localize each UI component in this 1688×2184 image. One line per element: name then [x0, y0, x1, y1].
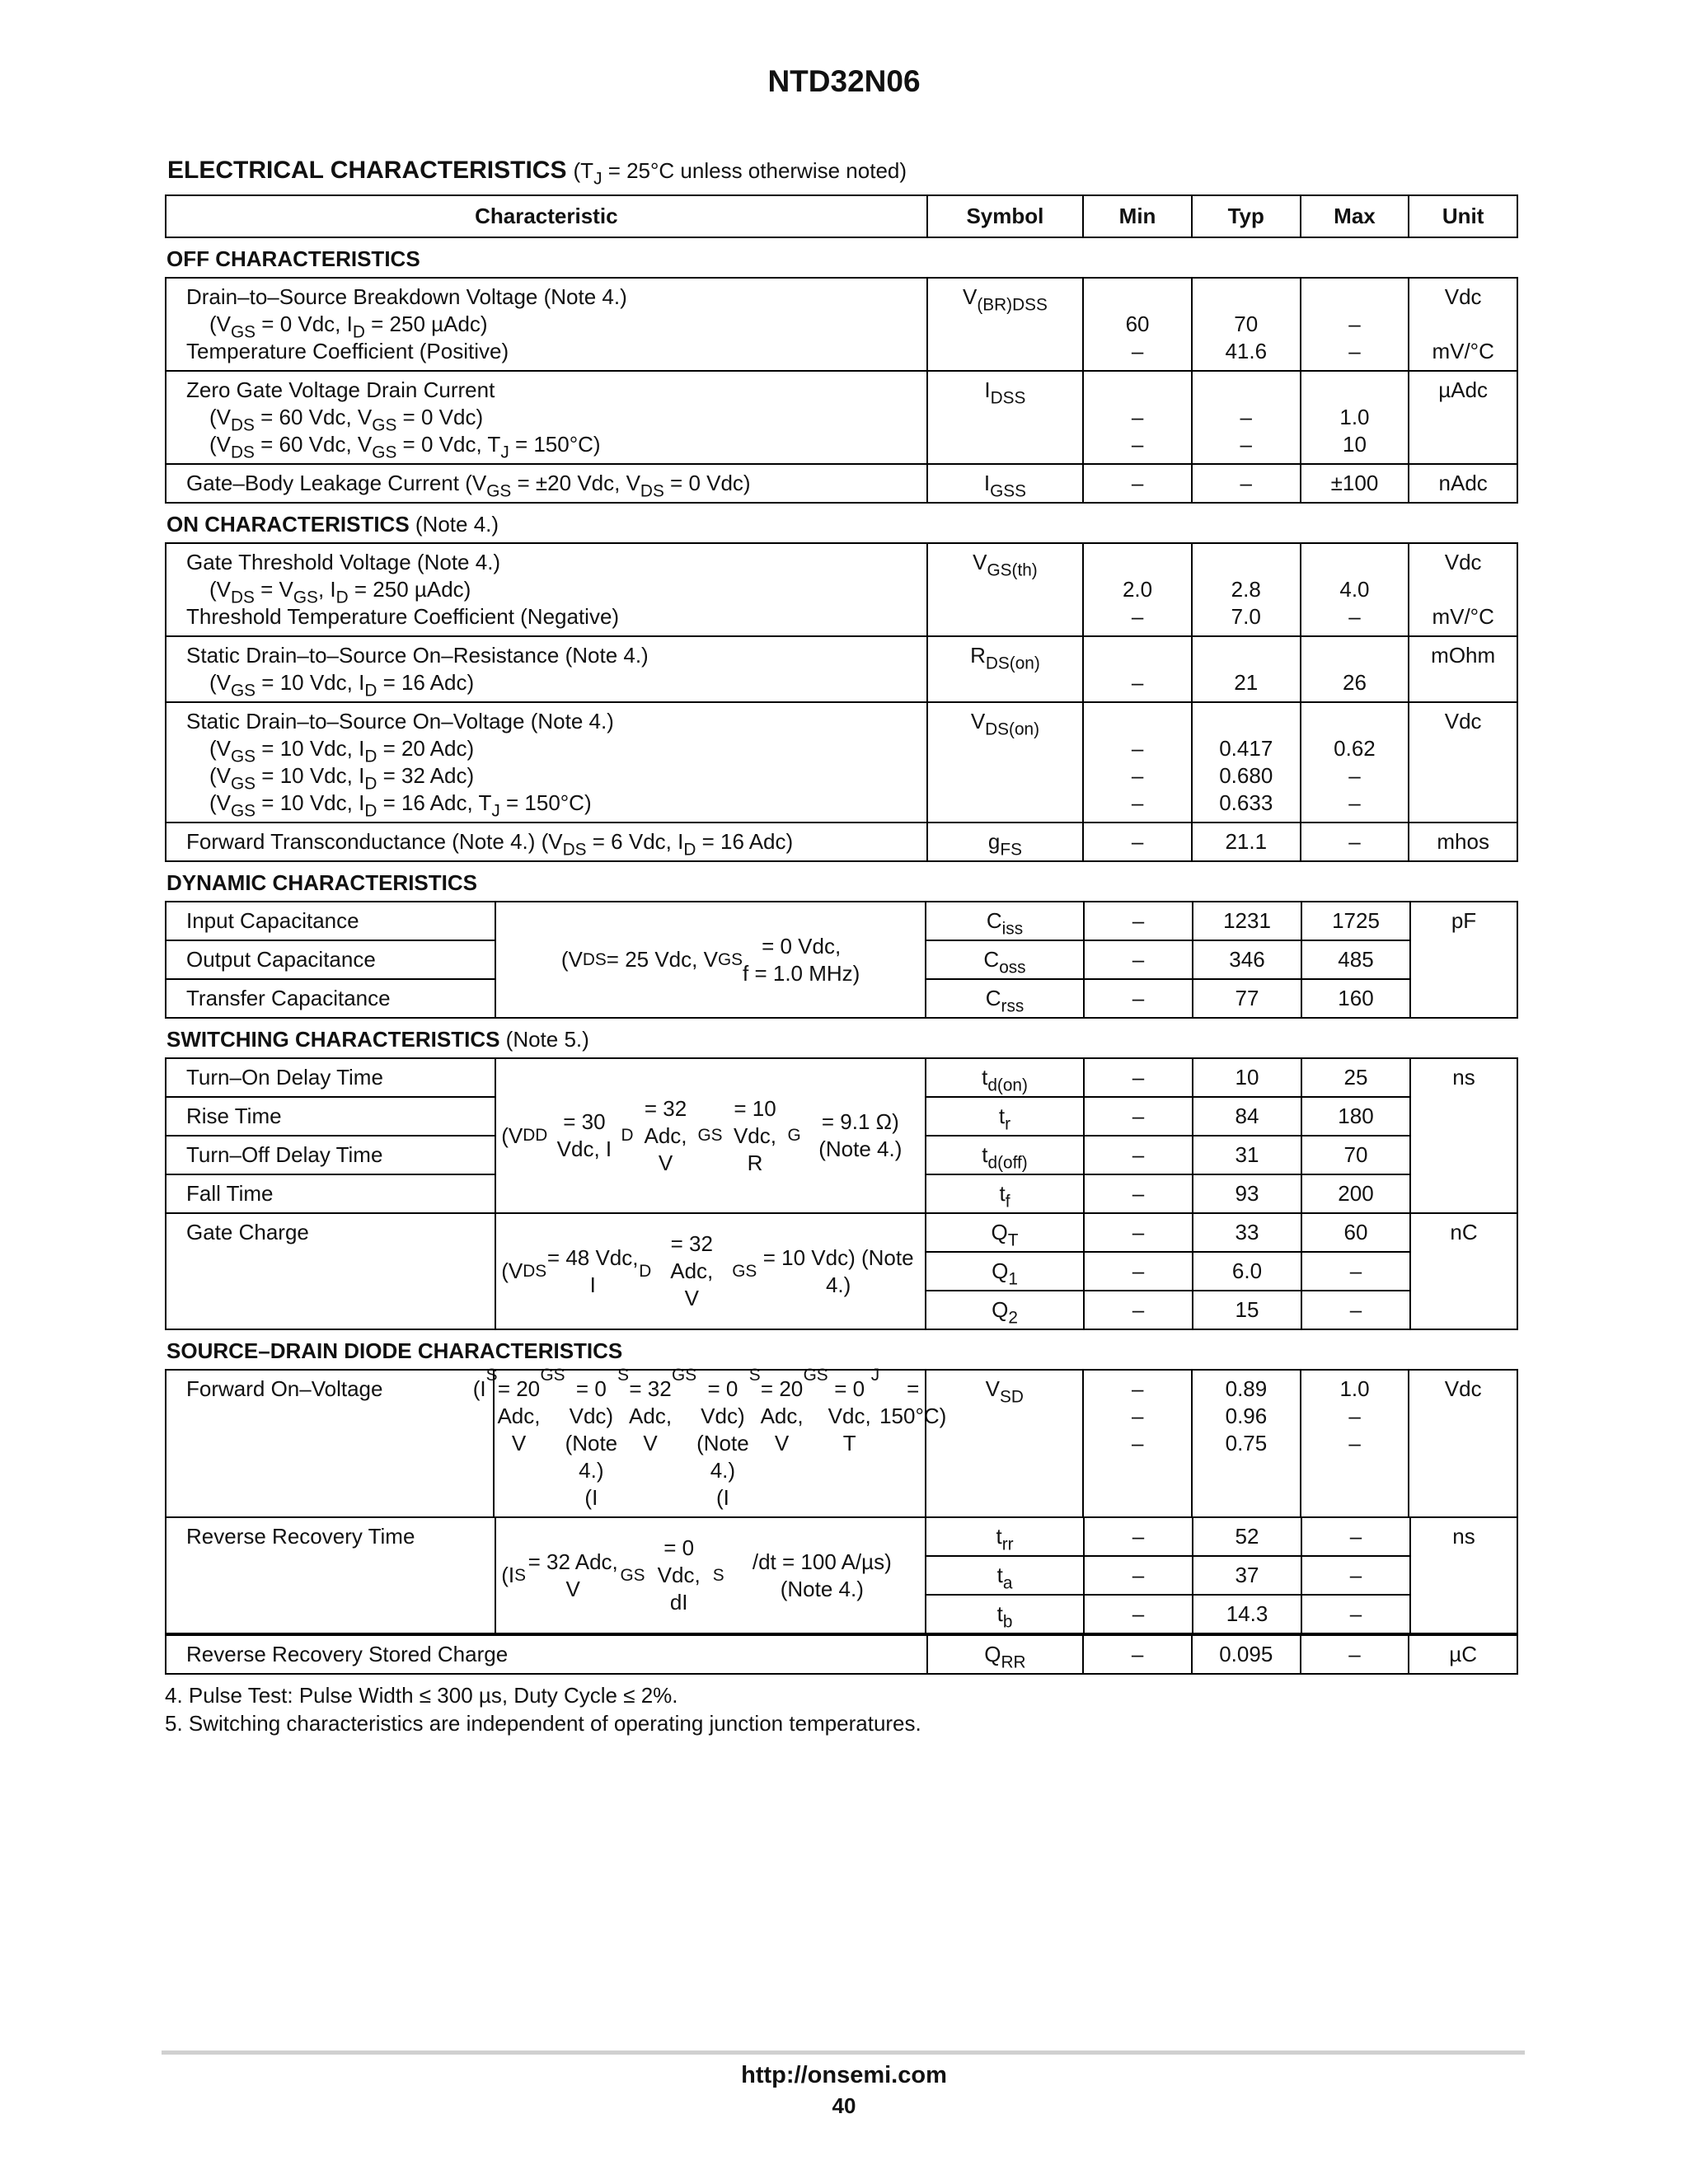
electrical-characteristics-table	[165, 194, 1518, 1675]
table-row: Forward On–Voltage (I S = 20 Adc, V GS = 0 Vdc) (Note 4.) (I S = 32 Adc, V GS = 0 Vdc) (Note 4.) (I S = 20 Adc, V GS = 0 Vdc, T J = 150°C) $V_{SD}$ – – – 0.89 0.96 0.75 1.0 – – Vdc	[165, 1369, 1518, 1518]
header-max: Max	[1300, 196, 1409, 237]
table-header	[165, 194, 1518, 238]
group-on-title: ON CHARACTERISTICS (Note 4.)	[166, 512, 499, 537]
test-condition: (I S = 20 Adc, V GS = 0 Vdc) (Note 4.) (I S = 32 Adc, V GS = 0 Vdc) (Note 4.) (I S = 20 Adc, V GS = 0 Vdc, T J = 150°C)	[493, 1371, 925, 1516]
test-condition: (V DS = 48 Vdc, I D = 32 Adc, V GS = 10 Vdc) (Note 4.)	[495, 1214, 925, 1329]
footer-divider	[162, 2050, 1525, 2055]
group-dynamic-title: DYNAMIC CHARACTERISTICS	[166, 870, 477, 895]
table-row-group: Input Capacitance Output Capacitance Transfer Capacitance (V DS = 25 Vdc, V GS = 0 Vdc, f = 1.0 MHz) $C_{iss}$ – 1231 1725 $C_{oss}$ – 346 485 $C_{rss}$ – 77 160 pF	[165, 901, 1518, 1019]
test-condition: (V DS = 25 Vdc, V GS = 0 Vdc, f = 1.0 MHz)	[495, 902, 925, 1017]
footer-url[interactable]: http://onsemi.com	[741, 2062, 947, 2088]
page-number: 40	[832, 2093, 856, 2118]
group-source-drain-title: SOURCE–DRAIN DIODE CHARACTERISTICS	[166, 1338, 623, 1363]
table-row: Gate Threshold Voltage (Note 4.) ($V_{DS} = V_{GS}$, $I_D = 250$ µAdc) Threshold Temperature Coefficient (Negative) $V_{GS(th)}$ 2.0 – 2.8 7.0 4.0 – Vdc mV/°C	[165, 542, 1518, 637]
header-unit: Unit	[1408, 196, 1517, 237]
table-row: Zero Gate Voltage Drain Current ($V_{DS} = 60$ Vdc, $V_{GS} = 0$ Vdc) ($V_{DS} = 60$ Vdc, $V_{GS} = 0$ Vdc, $T_J = 150^\circ C$) $I_{DSS}$ – – – – 1.0 10 µAdc	[165, 372, 1518, 465]
table-row-group: Reverse Recovery Time (I S = 32 Adc, V GS = 0 Vdc, dI S /dt = 100 A/µs) (Note 4.) $t_{rr}$ – 52 – $t_a$ – 37 – $t_b$ – 14.3 – ns	[165, 1518, 1518, 1634]
footnotes	[165, 1681, 921, 1737]
test-condition: (V DD = 30 Vdc, I D = 32 Adc, V GS = 10 Vdc, R G = 9.1 Ω) (Note 4.)	[495, 1059, 925, 1212]
header-symbol: Symbol	[926, 196, 1083, 237]
table-row: Static Drain–to–Source On–Resistance (Note 4.) ($V_{GS} = 10$ Vdc, $I_D = 16$ Adc) $R_{DS(on)}$ – 21 26 mOhm	[165, 637, 1518, 703]
table-row-group: Gate Charge (V DS = 48 Vdc, I D = 32 Adc, V GS = 10 Vdc) (Note 4.) $Q_T$ – 33 60 $Q_1$ – 6.0 – $Q_2$ – 15 – nC	[165, 1214, 1518, 1330]
footnote: 4. Pulse Test: Pulse Width ≤ 300 µs, Duty Cycle ≤ 2%.	[165, 1683, 678, 1708]
footnote: 5. Switching characteristics are independent of operating junction temperatures.	[165, 1711, 921, 1736]
table-row: Gate–Body Leakage Current ($V_{GS} = \pm 20$ Vdc, $V_{DS} = 0$ Vdc) $I_{GSS}$ – – ±100 nAdc	[165, 465, 1518, 504]
table-row: Static Drain–to–Source On–Voltage (Note 4.) ($V_{GS} = 10$ Vdc, $I_D = 20$ Adc) ($V_{GS} = 10$ Vdc, $I_D = 32$ Adc) ($V_{GS} = 10$ Vdc, $I_D = 16$ Adc, $T_J = 150^\circ C$) $V_{DS(on)}$ – – – 0.417 0.680 0.633 0.62 – – Vdc	[165, 703, 1518, 823]
table-row: Drain–to–Source Breakdown Voltage (Note 4.) ($V_{GS} = 0$ Vdc, $I_D = 250$ µAdc) Temperature Coefficient (Positive) $V_{(BR)DSS}$ 60 – 70 41.6 – – Vdc mV/°C	[165, 277, 1518, 372]
header-typ: Typ	[1191, 196, 1300, 237]
table-row: Forward Transconductance (Note 4.) ($V_{DS} = 6$ Vdc, $I_D = 16$ Adc) $g_{FS}$ – 21.1 – mhos	[165, 823, 1518, 862]
table-row-group: Turn–On Delay Time Rise Time Turn–Off Delay Time Fall Time (V DD = 30 Vdc, I D = 32 Adc, V GS = 10 Vdc, R G = 9.1 Ω) (Note 4.) $t_{d(on)}$ – 10 25 $t_r$ – 84 180 $t_{d(off)}$ – 31 70 $t_f$ – 93 200 ns	[165, 1057, 1518, 1214]
header-min: Min	[1082, 196, 1191, 237]
section-title: ELECTRICAL CHARACTERISTICS ($T_J = 25^\circ C$ unless otherwise noted)	[167, 157, 907, 189]
header-characteristic: Characteristic	[475, 204, 618, 228]
page-title: NTD32N06	[767, 64, 921, 98]
group-off-title: OFF CHARACTERISTICS	[166, 246, 420, 271]
group-switching-title: SWITCHING CHARACTERISTICS (Note 5.)	[166, 1027, 589, 1052]
test-condition: (I S = 32 Adc, V GS = 0 Vdc, dI S /dt = 100 A/µs) (Note 4.)	[495, 1518, 925, 1633]
table-row: Reverse Recovery Stored Charge $Q_{RR}$ – 0.095 – µC	[165, 1634, 1518, 1675]
